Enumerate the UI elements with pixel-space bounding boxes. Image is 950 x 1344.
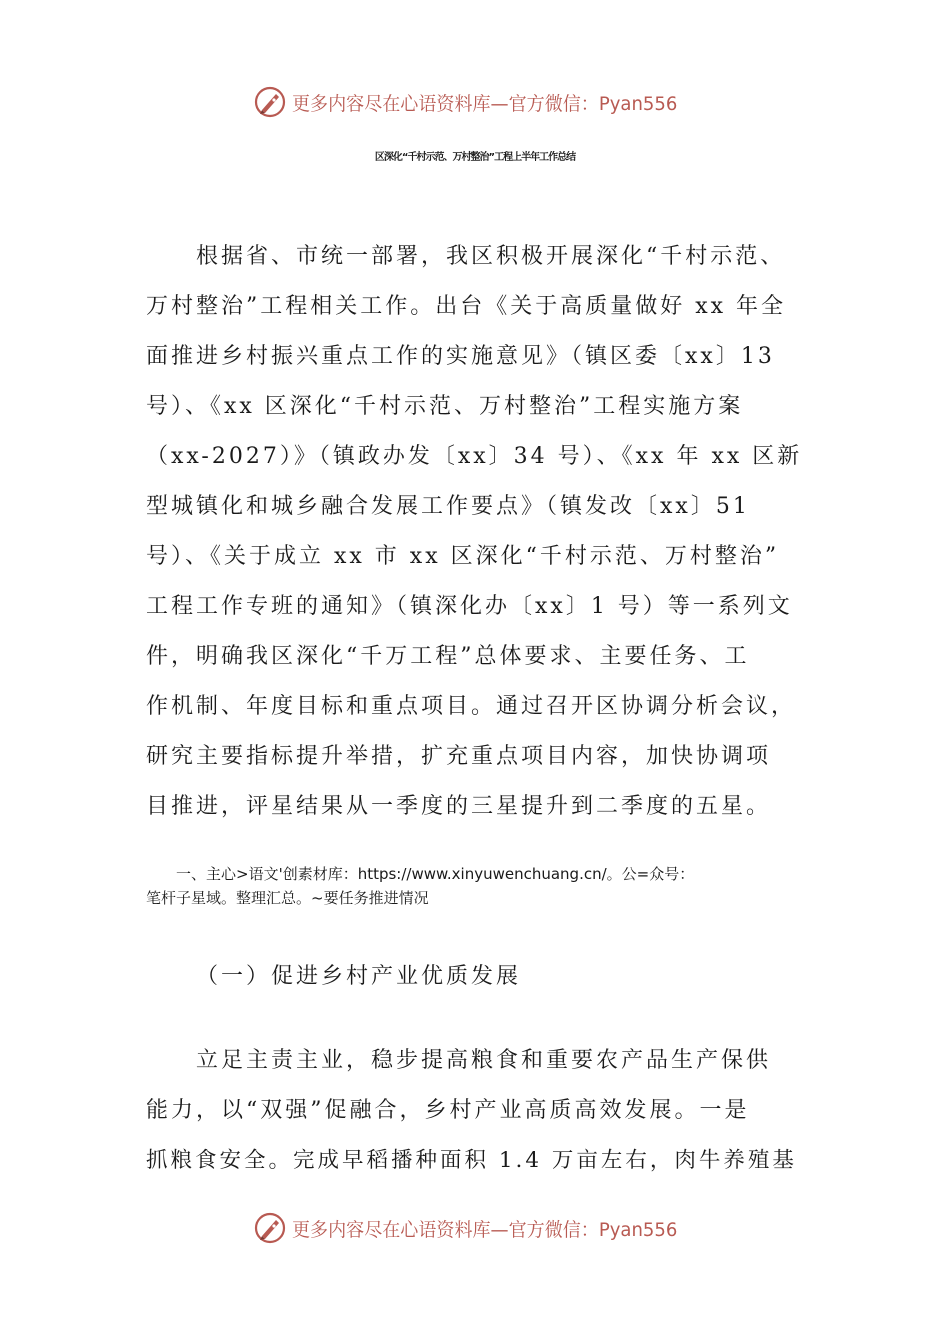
footer-banner (0, 1206, 950, 1250)
source-note (146, 862, 806, 910)
paragraph-line: 能力，以“双强”促融合，乡村产业高质高效发展。一是 (146, 1098, 750, 1123)
paragraph-line: 根据省、市统一部署，我区积极开展深化“千村示范、 (146, 244, 786, 269)
paragraph-line: 立足主责主业，稳步提高粮食和重要农产品生产保供 (146, 1048, 772, 1073)
pen-logo-icon (252, 1210, 288, 1246)
banner-text: 更多内容尽在心语资料库—官方微信：Pyan556 (292, 1218, 678, 1241)
document-title: 区深化“千村示范、万村整治”工程上半年工作总结 (374, 152, 576, 163)
paragraph-line: 工程工作专班的通知》（镇深化办〔xx〕1 号）等一系列文 (146, 594, 793, 619)
note-line: 一、主心>语文'创素材库：https://www.xinyuwenchuang.cn/。公=众号： (176, 865, 695, 883)
paragraph-2 (146, 1036, 806, 1186)
paragraph-1 (146, 232, 806, 832)
paragraph-line: 作机制、年度目标和重点项目。通过召开区协调分析会议， (146, 694, 797, 719)
paragraph-line: 型城镇化和城乡融合发展工作要点》（镇发改〔xx〕51 (146, 494, 750, 519)
section-heading: （一）促进乡村产业优质发展 (196, 964, 522, 989)
paragraph-line: 万村整治”工程相关工作。出台《关于高质量做好 xx 年全 (146, 294, 787, 319)
paragraph-line: 研究主要指标提升举措，扩充重点项目内容，加快协调项 (146, 744, 772, 769)
paragraph-line: 号）、《关于成立 xx 市 xx 区深化“千村示范、万村整治” (146, 544, 780, 569)
paragraph-line: （xx-2027）》（镇政办发〔xx〕34 号）、《xx 年 xx 区新 (146, 444, 803, 469)
paragraph-line: 号）、《xx 区深化“千村示范、万村整治”工程实施方案 (146, 394, 744, 419)
header-banner (0, 80, 950, 124)
paragraph-line: 件，明确我区深化“千万工程”总体要求、主要任务、工 (146, 644, 750, 669)
paragraph-line: 目推进，评星结果从一季度的三星提升到二季度的五星。 (146, 794, 772, 819)
paragraph-line: 抓粮食安全。完成早稻播种面积 1.4 万亩左右，肉牛养殖基 (146, 1148, 797, 1173)
paragraph-line: 面推进乡村振兴重点工作的实施意见》（镇区委〔xx〕13 (146, 344, 775, 369)
note-line: 笔杆子星域。整理汇总。~要任务推进情况 (146, 889, 429, 907)
banner-text: 更多内容尽在心语资料库—官方微信：Pyan556 (292, 92, 678, 115)
pen-logo-icon (252, 84, 288, 120)
